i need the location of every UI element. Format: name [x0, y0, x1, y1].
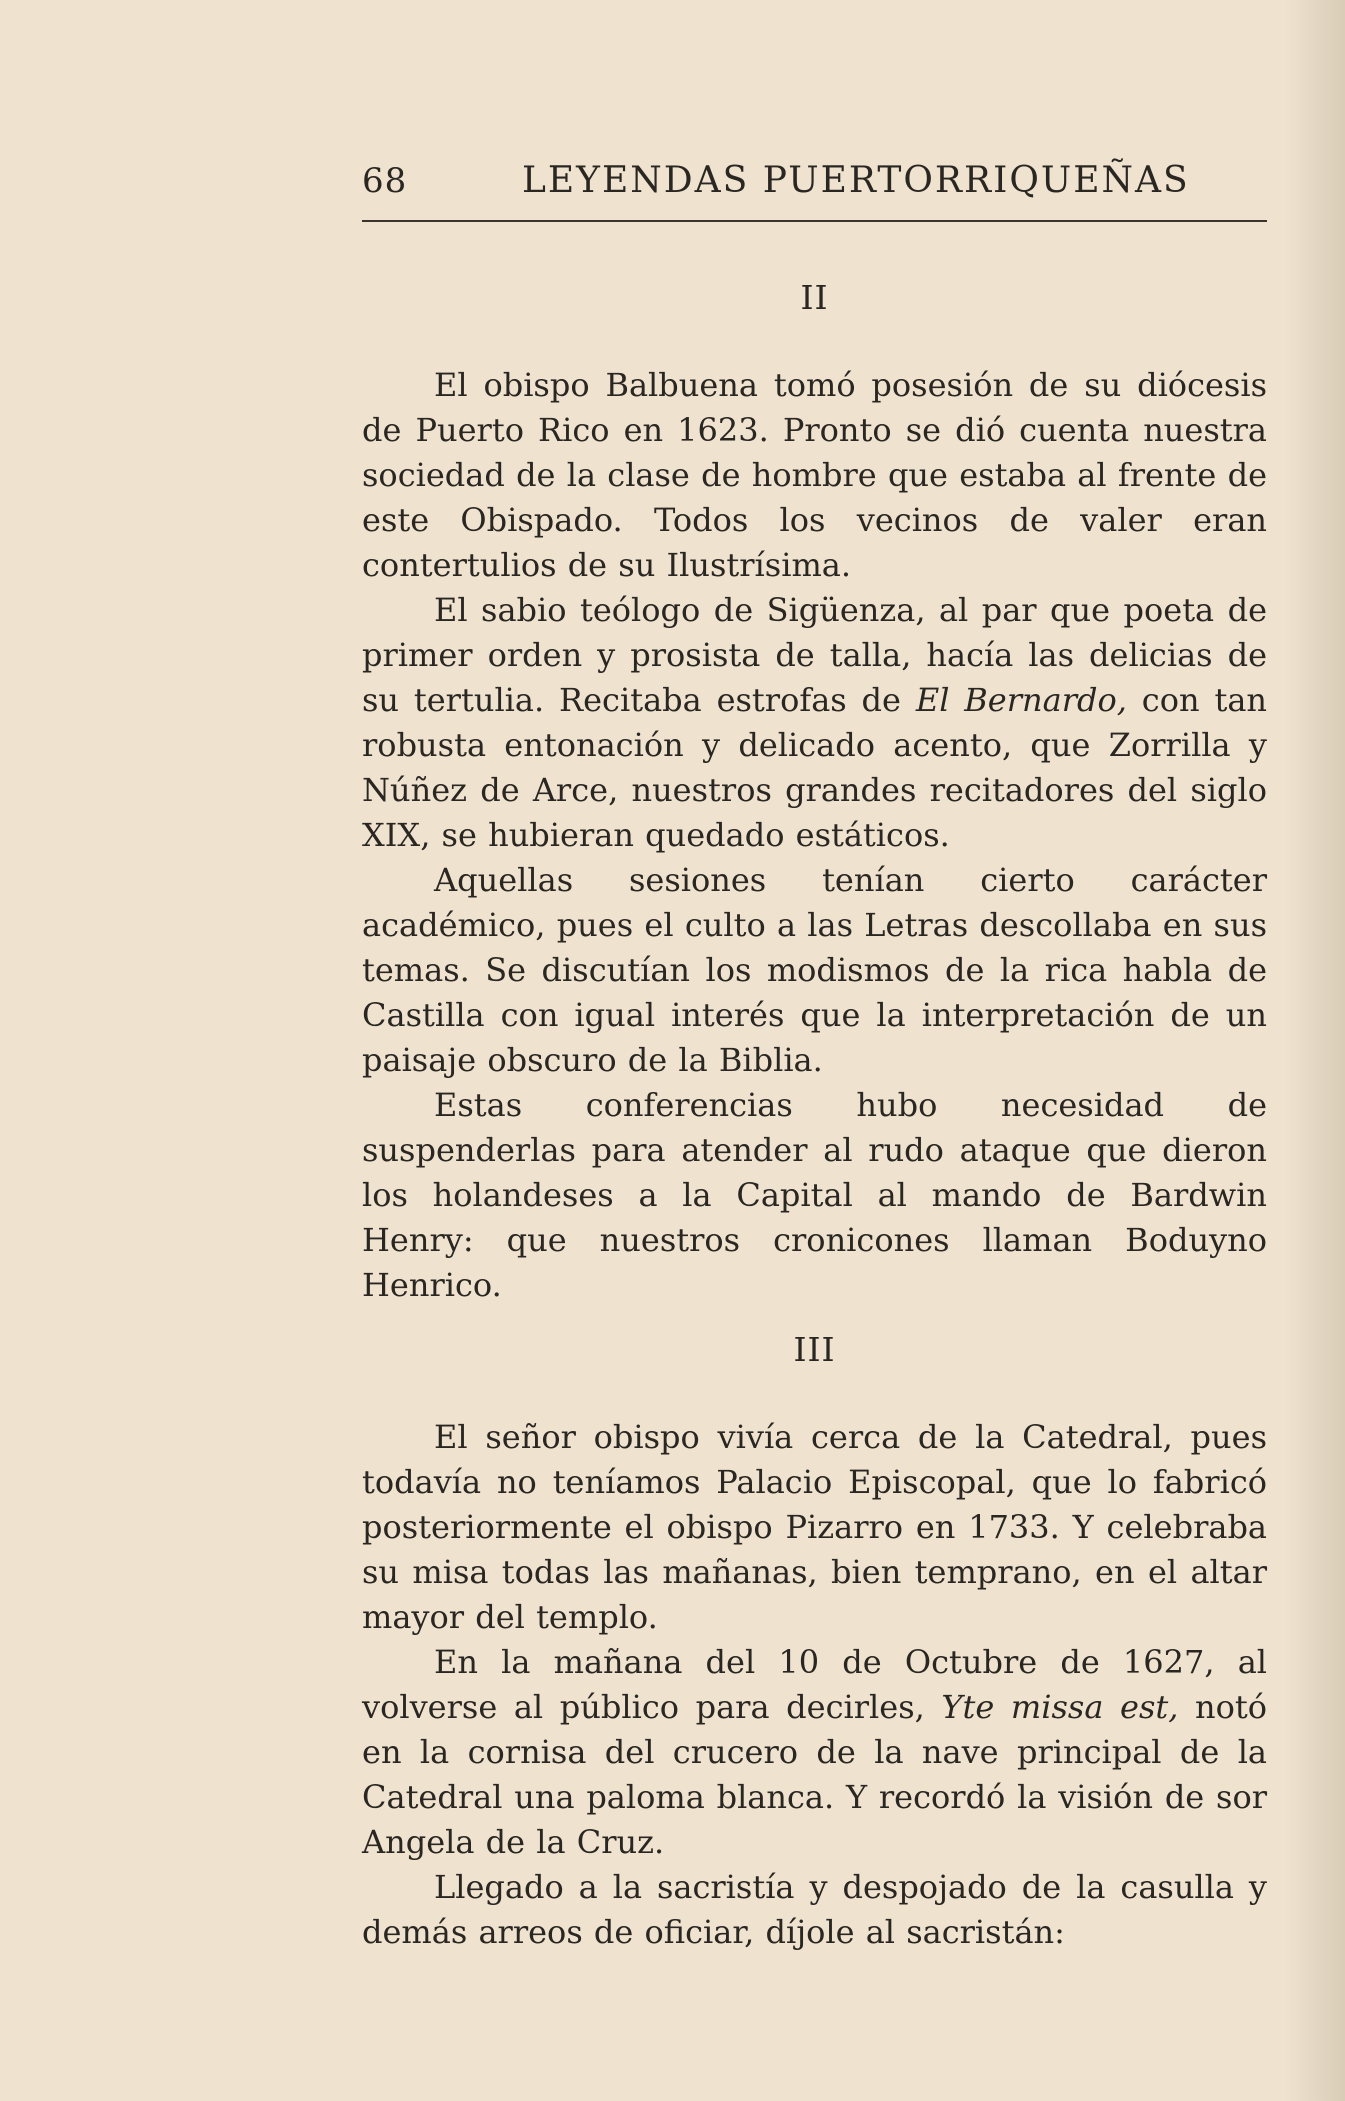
running-title: LEYENDAS PUERTORRIQUEÑAS [522, 160, 1190, 201]
page-edge-shadow [1285, 0, 1345, 2101]
paragraph: Aquellas sesiones tenían cierto carácter académico, pues el culto a las Letras descollaba en sus temas. Se discutían los modismos de la rica habla de Castilla con igual interés que la interpretación de un paisaje obscuro de la Biblia. [362, 861, 1267, 1079]
section-heading-ii: II [800, 278, 829, 317]
running-header [362, 160, 1267, 212]
paragraph: Llegado a la sacristía y despojado de la casulla y demás arreos de oficiar, díjole al sacristán: [362, 1868, 1267, 1951]
paragraph-text: En la mañana del 10 de Octubre de 1627, al volverse al público para decirles, [362, 1643, 1267, 1726]
paragraph: El señor obispo vivía cerca de la Catedral, pues todavía no teníamos Palacio Episcopal, que lo fabricó posteriormente el obispo Pizarro en 1733. Y celebraba su misa todas las mañanas, bien temprano, en el altar mayor del templo. [362, 1418, 1267, 1636]
section-heading-iii: III [793, 1330, 836, 1369]
paragraph: El obispo Balbuena tomó posesión de su diócesis de Puerto Rico en 1623. Pronto se dió cuenta nuestra sociedad de la clase de hombre que estaba al frente de este Obispado. Todos los vecinos de valer eran contertulios de su Ilustrísima. [362, 366, 1267, 584]
paragraph: Estas conferencias hubo necesidad de suspenderlas para atender al rudo ataque que dieron los holandeses a la Capital al mando de Bardwin Henry: que nuestros cronicones llaman Boduyno Henrico. [362, 1086, 1267, 1304]
italic-latin-phrase: Yte missa est, [941, 1688, 1179, 1726]
page-number: 68 [362, 161, 408, 201]
italic-title: El Bernardo, [915, 681, 1127, 719]
paragraph [362, 1640, 1267, 1865]
paragraph-text: con tan robusta entonación y delicado acento, que Zorrilla y Núñez de Arce, nuestros grandes recitadores del siglo XIX, se hubieran quedado estáticos. [362, 681, 1268, 854]
header-rule [362, 220, 1267, 222]
paragraph-text: notó en la cornisa del crucero de la nave principal de la Catedral una paloma blanca. Y recordó la visión de sor Angela de la Cruz. [362, 1688, 1268, 1861]
paragraph-text: El sabio teólogo de Sigüenza, al par que poeta de primer orden y prosista de talla, hacía las delicias de su tertulia. Recitaba estrofas de [362, 591, 1267, 719]
paragraph [362, 588, 1267, 858]
book-page [362, 160, 1267, 1955]
